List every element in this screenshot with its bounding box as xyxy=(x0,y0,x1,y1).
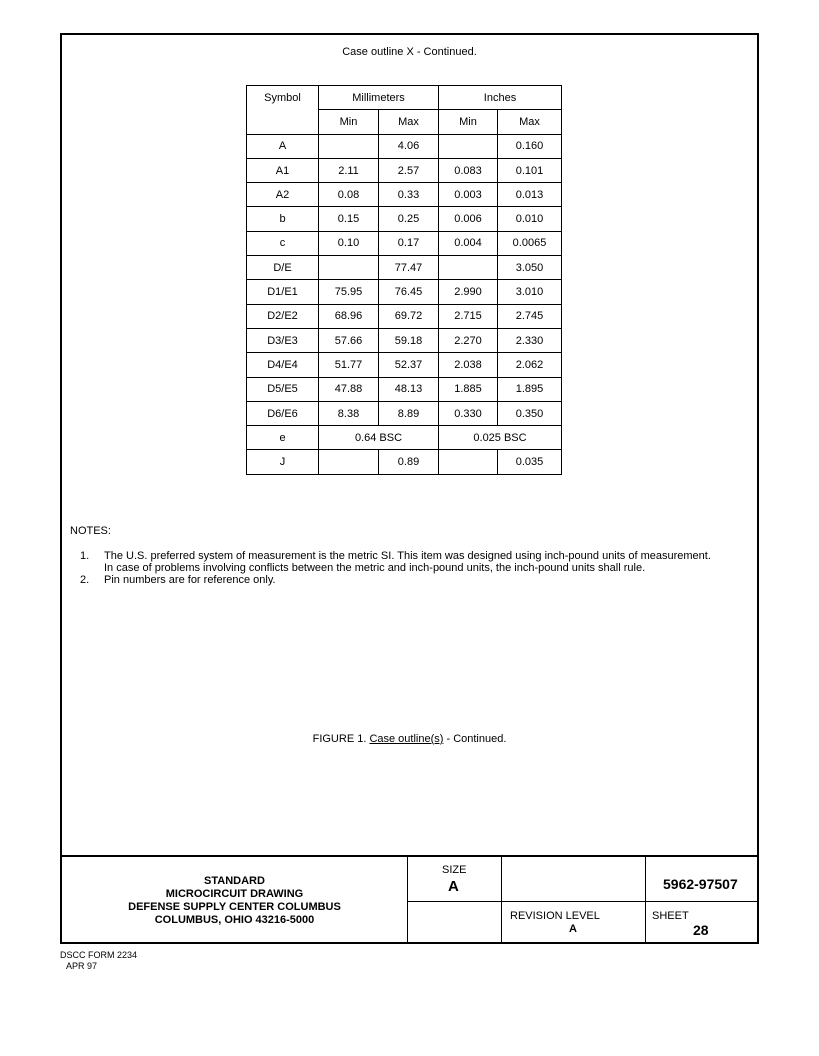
cell-symbol: A1 xyxy=(247,158,319,182)
table-row xyxy=(247,304,562,328)
cell-symbol: A xyxy=(247,134,319,158)
size-label: SIZE xyxy=(442,864,467,876)
cell-in-max: 0.0065 xyxy=(498,231,562,255)
table-row xyxy=(247,353,562,377)
sheet-label: SHEET xyxy=(652,910,689,922)
cell-symbol: D3/E3 xyxy=(247,328,319,352)
header-millimeters: Millimeters xyxy=(319,86,439,110)
table-row xyxy=(247,158,562,182)
cell-in-min: 2.270 xyxy=(439,328,498,352)
cell-in-max: 0.035 xyxy=(498,450,562,474)
cell-in-max: 2.745 xyxy=(498,304,562,328)
case-outline-title: Case outline X - Continued. xyxy=(342,46,477,58)
table-row xyxy=(247,328,562,352)
table-header-row xyxy=(247,86,562,110)
table-row xyxy=(247,231,562,255)
cell-mm-max: 0.17 xyxy=(379,231,439,255)
title-block-rule xyxy=(407,901,757,902)
cell-in-min: 2.715 xyxy=(439,304,498,328)
note-text: Pin numbers are for reference only. xyxy=(104,574,276,586)
cell-mm-min xyxy=(319,256,379,280)
cell-symbol: A2 xyxy=(247,183,319,207)
cell-mm-min: 2.11 xyxy=(319,158,379,182)
cell-mm-max: 2.57 xyxy=(379,158,439,182)
cell-in-max: 0.160 xyxy=(498,134,562,158)
cell-in-min xyxy=(439,134,498,158)
cell-mm-min: 0.15 xyxy=(319,207,379,231)
revision-value: A xyxy=(569,923,577,935)
notes-heading: NOTES: xyxy=(70,525,111,537)
cell-mm-min: 75.95 xyxy=(319,280,379,304)
header-in-min: Min xyxy=(439,110,498,134)
cell-mm-max: 8.89 xyxy=(379,401,439,425)
drawing-frame xyxy=(60,33,759,944)
cell-in-max: 3.010 xyxy=(498,280,562,304)
cell-in-min: 1.885 xyxy=(439,377,498,401)
form-date: APR 97 xyxy=(66,961,98,971)
note-text: The U.S. preferred system of measurement is the metric SI. This item was designed using inch-pound units of measurement. In case of problems involving conflicts between the metric and inch-pound units, the inch-pound units shall rule. xyxy=(104,550,711,574)
cell-mm-max: 76.45 xyxy=(379,280,439,304)
cell-mm-max: 77.47 xyxy=(379,256,439,280)
cell-mm-min: 51.77 xyxy=(319,353,379,377)
table-row xyxy=(247,377,562,401)
cell-symbol: e xyxy=(247,426,319,450)
cell-in-max: 3.050 xyxy=(498,256,562,280)
cell-mm-min: 8.38 xyxy=(319,401,379,425)
title-line-address: COLUMBUS, OHIO 43216-5000 xyxy=(154,913,315,926)
cell-in-max: 0.013 xyxy=(498,183,562,207)
cell-mm-max: 52.37 xyxy=(379,353,439,377)
title-block xyxy=(62,855,757,944)
cell-in-max: 0.350 xyxy=(498,401,562,425)
cell-mm-max: 0.89 xyxy=(379,450,439,474)
cell-mm-max: 0.33 xyxy=(379,183,439,207)
cell-in-min xyxy=(439,450,498,474)
cell-mm-min xyxy=(319,450,379,474)
header-mm-min: Min xyxy=(319,110,379,134)
cell-symbol: c xyxy=(247,231,319,255)
cell-mm-min: 0.08 xyxy=(319,183,379,207)
table-row xyxy=(247,207,562,231)
cell-mm-max: 69.72 xyxy=(379,304,439,328)
cell-in-bsc: 0.025 BSC xyxy=(439,426,562,450)
cell-in-min: 0.330 xyxy=(439,401,498,425)
cell-symbol: b xyxy=(247,207,319,231)
cell-in-max: 2.330 xyxy=(498,328,562,352)
table-row xyxy=(247,134,562,158)
note-number: 2. xyxy=(80,574,90,586)
header-in-max: Max xyxy=(498,110,562,134)
dimensions-table xyxy=(246,85,562,475)
cell-in-min: 2.038 xyxy=(439,353,498,377)
cell-mm-min: 68.96 xyxy=(319,304,379,328)
cell-in-min: 0.006 xyxy=(439,207,498,231)
note-item xyxy=(80,574,720,586)
figure-caption xyxy=(62,733,757,745)
cell-mm-bsc: 0.64 BSC xyxy=(319,426,439,450)
figure-caption-link: Case outline(s) xyxy=(369,733,444,745)
table-row xyxy=(247,280,562,304)
figure-caption-suffix: - Continued. xyxy=(443,733,507,745)
cell-mm-max: 48.13 xyxy=(379,377,439,401)
cell-mm-max: 0.25 xyxy=(379,207,439,231)
revision-label: REVISION LEVEL xyxy=(510,910,600,922)
cell-symbol: J xyxy=(247,450,319,474)
cell-mm-max: 59.18 xyxy=(379,328,439,352)
cell-in-min: 0.004 xyxy=(439,231,498,255)
cell-in-max: 0.010 xyxy=(498,207,562,231)
cell-in-min: 0.083 xyxy=(439,158,498,182)
cell-in-max: 0.101 xyxy=(498,158,562,182)
cell-symbol: D4/E4 xyxy=(247,353,319,377)
notes-list xyxy=(80,550,720,586)
table-row xyxy=(247,450,562,474)
title-line-standard: STANDARD xyxy=(204,874,265,887)
note-number: 1. xyxy=(80,550,90,562)
cell-symbol: D/E xyxy=(247,256,319,280)
cell-mm-min xyxy=(319,134,379,158)
form-number: DSCC FORM 2234 xyxy=(60,950,138,960)
table-row xyxy=(247,256,562,280)
header-mm-max: Max xyxy=(379,110,439,134)
figure-caption-prefix: FIGURE 1. xyxy=(312,733,370,745)
cell-mm-max: 4.06 xyxy=(379,134,439,158)
note-item xyxy=(80,550,720,574)
table-row xyxy=(247,426,562,450)
drawing-number: 5962-97507 xyxy=(663,876,738,892)
cell-in-min xyxy=(439,256,498,280)
cell-in-min: 0.003 xyxy=(439,183,498,207)
size-value: A xyxy=(448,878,459,895)
table-row xyxy=(247,401,562,425)
title-line-drawing: MICROCIRCUIT DRAWING xyxy=(165,887,304,900)
cell-symbol: D6/E6 xyxy=(247,401,319,425)
table-row xyxy=(247,183,562,207)
header-inches: Inches xyxy=(439,86,562,110)
cell-symbol: D1/E1 xyxy=(247,280,319,304)
sheet-number: 28 xyxy=(693,922,709,938)
cell-mm-min: 0.10 xyxy=(319,231,379,255)
cell-in-min: 2.990 xyxy=(439,280,498,304)
form-footer xyxy=(60,950,137,972)
cell-in-max: 2.062 xyxy=(498,353,562,377)
cell-in-max: 1.895 xyxy=(498,377,562,401)
title-block-agency xyxy=(62,857,407,944)
cell-mm-min: 47.88 xyxy=(319,377,379,401)
title-line-center: DEFENSE SUPPLY CENTER COLUMBUS xyxy=(128,900,341,913)
cell-mm-min: 57.66 xyxy=(319,328,379,352)
cell-symbol: D5/E5 xyxy=(247,377,319,401)
header-symbol: Symbol xyxy=(247,86,319,135)
cell-symbol: D2/E2 xyxy=(247,304,319,328)
